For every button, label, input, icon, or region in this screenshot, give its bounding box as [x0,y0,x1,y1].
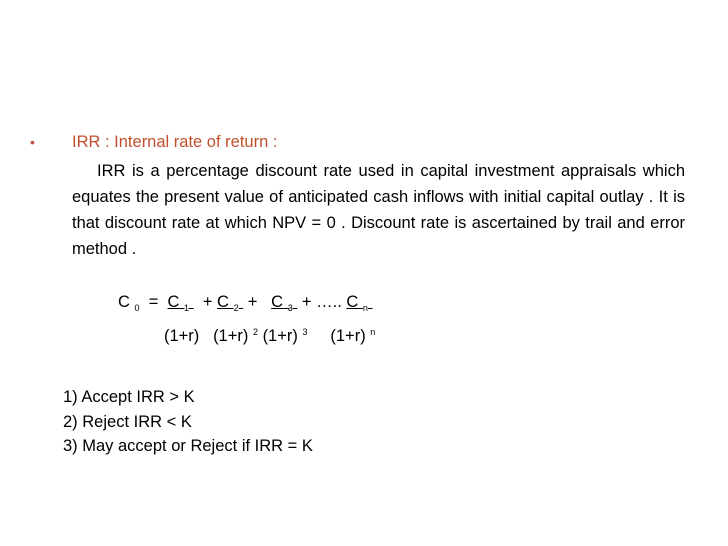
denominator: (1+r) [164,327,200,345]
rule-accept: 1) Accept IRR > K [63,388,195,406]
formula-equals: = [148,293,159,311]
rule-may-accept: 3) May accept or Reject if IRR = K [63,437,313,455]
denominator: (1+r) [262,327,298,345]
formula-plus: + [247,293,258,311]
formula-subscript: 0 [134,303,140,313]
formula-denominators [164,327,375,346]
formula-term: C $_3$ [271,293,293,313]
formula-term: C $_1$ [167,293,190,313]
formula-ellipsis: ….. [316,293,342,311]
formula-term: C $_n$ [346,293,368,313]
denominator: (1+r) [213,327,249,345]
definition-paragraph: IRR is a percentage discount rate used in capital investment appraisals which equates the present value of anticipated cash inflows with initial capital outlay . It is that discount rate at which NPV = 0 . Discount rate is ascertained by trail and error method . [72,162,685,258]
formula-plus: + [301,293,312,311]
denominator-exponent: n [370,327,376,337]
section-heading: IRR : Internal rate of return : [72,133,278,151]
denominator-exponent: 3 [302,327,308,337]
irr-formula [118,293,373,312]
denominator: (1+r) [330,327,366,345]
formula-term: C [118,293,130,311]
decision-rules [63,385,313,459]
denominator-exponent: 2 [252,327,258,337]
formula-term: C $_2$ [217,293,239,313]
rule-reject: 2) Reject IRR < K [63,412,192,431]
bullet-icon: • [30,134,35,150]
formula-plus: + [202,293,213,311]
